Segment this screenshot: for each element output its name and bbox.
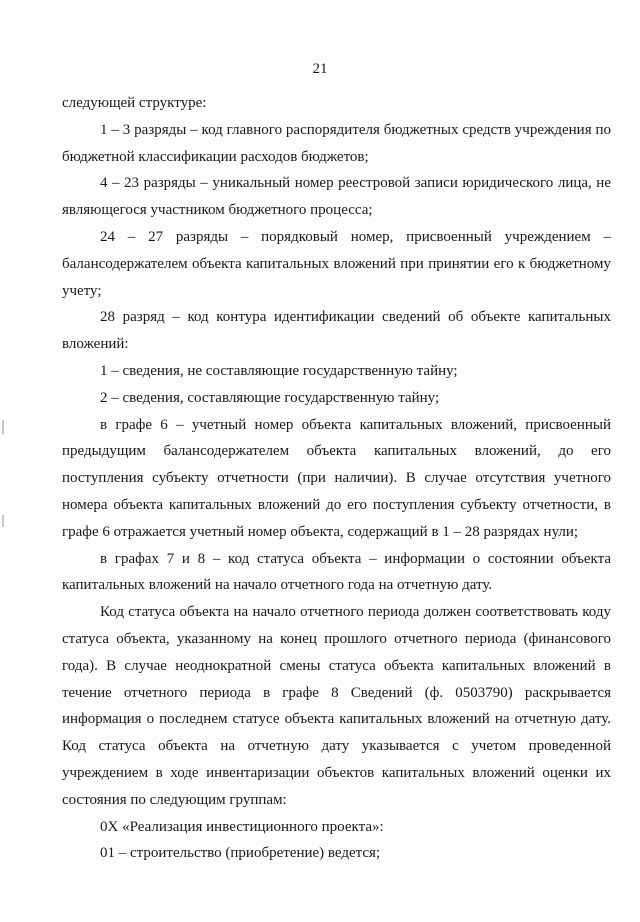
paragraph: следующей структуре: [62, 95, 207, 111]
paragraph: 24 – 27 разряды – порядковый номер, присвоенный учреждением – балансодержателем объекта капитальных вложений при принятии его к бюджетному учету; [62, 228, 611, 299]
paragraph: 0Х «Реализация инвестиционного проекта»: [100, 818, 384, 835]
paragraph: Код статуса объекта на начало отчетного периода должен соответствовать коду статуса объекта, указанному на конец прошлого отчетного периода (финансового года). В случае неоднократной смены статуса объекта капитальных вложений в течение отчетного периода в графе 8 Сведений (ф. 0503790) раскрывается информация о последнем статусе объекта капитальных вложений на отчетную дату. Код статуса объекта на отчетную дату указывается с учетом проведенной учреждением в ходе инвентаризации объектов капитальных вложений оценки их состояния по следующим группам: [62, 604, 611, 808]
scan-edge-mark [2, 515, 4, 527]
paragraph: в графах 7 и 8 – код статуса объекта – информации о состоянии объекта капитальных вложений на начало отчетного года на отчетную дату. [62, 550, 611, 594]
scan-edge-mark [2, 420, 4, 434]
paragraph: 4 – 23 разряды – уникальный номер реестровой записи юридического лица, не являющегося участником бюджетного процесса; [62, 175, 611, 219]
body-text [62, 90, 611, 867]
paragraph: 1 – сведения, не составляющие государственную тайну; [100, 362, 458, 379]
paragraph: 1 – 3 разряды – код главного распорядителя бюджетных средств учреждения по бюджетной классификации расходов бюджетов; [62, 121, 611, 165]
paragraph: 2 – сведения, составляющие государственную тайну; [100, 389, 440, 406]
paragraph: 01 – строительство (приобретение) ведется; [100, 845, 381, 862]
paragraph: 28 разряд – код контура идентификации сведений об объекте капитальных вложений: [62, 309, 611, 353]
page-number: 21 [312, 61, 328, 77]
paragraph: в графе 6 – учетный номер объекта капитальных вложений, присвоенный предыдущим балансодержателем объекта капитальных вложений, до его поступления субъекту отчетности (при наличии). В случае отсутствия учетного номера объекта капитальных вложений до его поступления субъекту отчетности, в графе 6 отражается учетный номер объекта, содержащий в 1 – 28 разрядах нули; [62, 416, 611, 540]
